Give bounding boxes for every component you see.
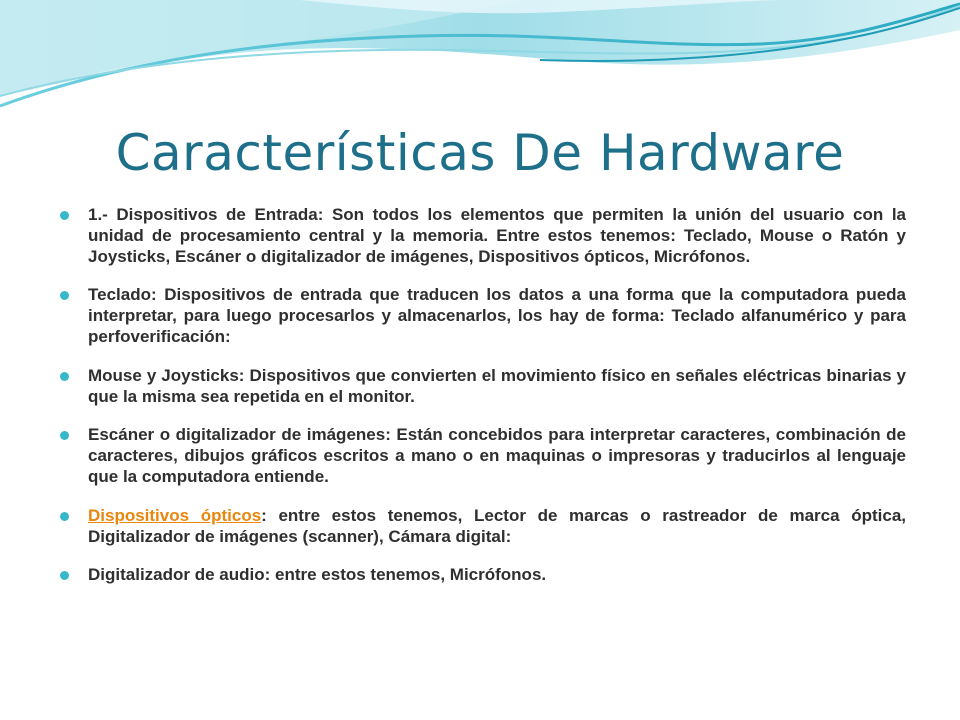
list-item — [60, 366, 906, 408]
list-item — [60, 565, 906, 586]
list-item — [60, 425, 906, 487]
bullet-icon — [60, 512, 69, 521]
list-item — [60, 506, 906, 548]
bullet-text: Escáner o digitalizador de imágenes: Están concebidos para interpretar caracteres, combinación de caracteres, dibujos gráficos escritos a mano o en maquinas o impresoras y traducirlos al lenguaje que la computadora entiende. — [88, 425, 906, 486]
dispositivos-opticos-link[interactable]: Dispositivos ópticos — [88, 505, 262, 525]
bullet-icon — [60, 211, 69, 220]
bullet-text: Mouse y Joysticks: Dispositivos que convierten el movimiento físico en señales eléctricas binarias y que la misma sea repetida en el monitor. — [88, 365, 906, 406]
bullet-text: 1.- Dispositivos de Entrada: Son todos los elementos que permiten la unión del usuario con la unidad de procesamiento central y la memoria. Entre estos tenemos: Teclado, Mouse o Ratón y Joysticks, Escáner o digitalizador de imágenes, Dispositivos ópticos, Micrófonos. — [88, 205, 906, 266]
list-item — [60, 205, 906, 267]
bullet-icon — [60, 291, 69, 300]
list-item — [60, 285, 906, 347]
slide-title: Características De Hardware — [115, 124, 845, 182]
bullet-icon — [60, 571, 69, 580]
bullet-text: Digitalizador de audio: entre estos tenemos, Micrófonos. — [88, 565, 547, 585]
bullet-list — [60, 205, 906, 586]
bullet-text: : entre estos tenemos, Lector de marcas o rastreador de marca óptica, Digitalizador de imágenes (scanner), Cámara digital: — [88, 505, 906, 546]
decorative-waves — [0, 0, 960, 120]
bullet-icon — [60, 372, 69, 381]
bullet-icon — [60, 431, 69, 440]
bullet-text: Teclado: Dispositivos de entrada que traducen los datos a una forma que la computadora pueda interpretar, para luego procesarlos y almacenarlos, los hay de forma: Teclado alfanumérico y para perfoverificación: — [88, 285, 906, 346]
